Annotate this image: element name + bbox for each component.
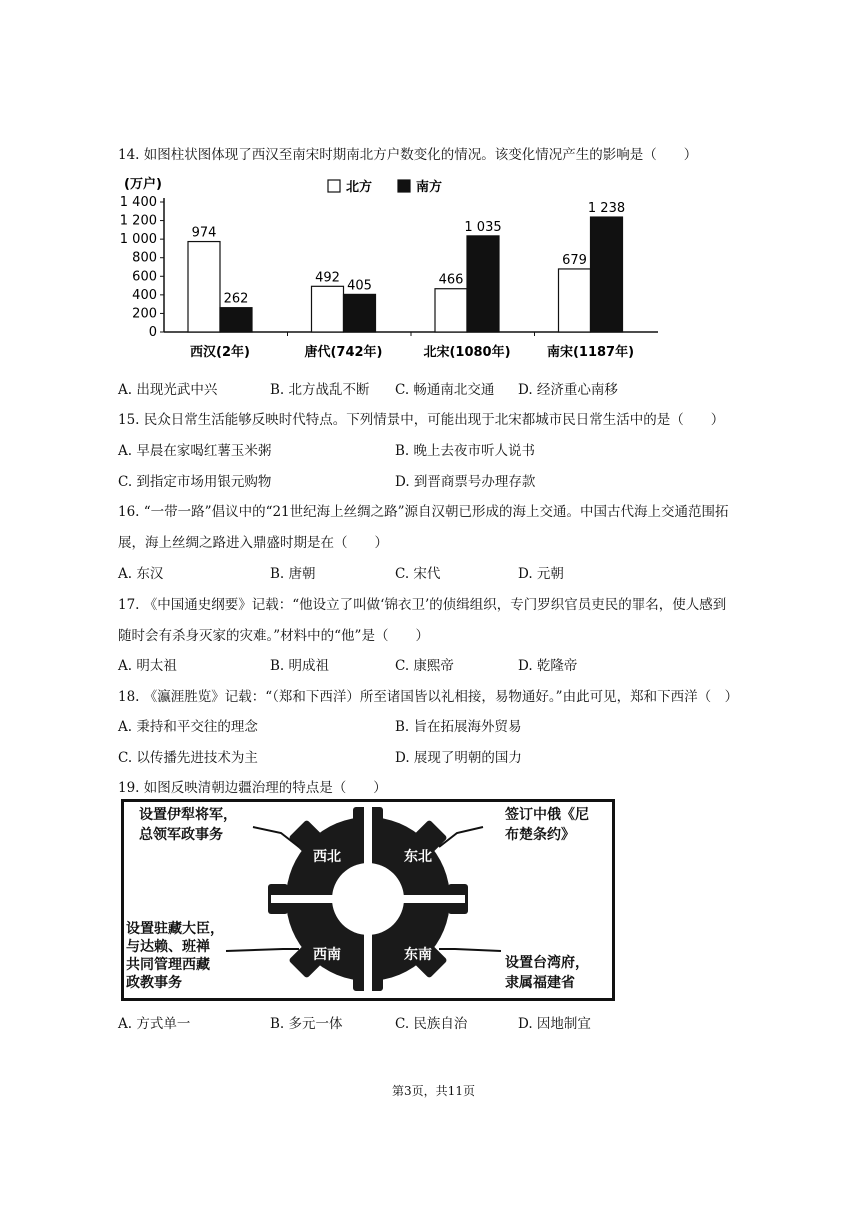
q14-option-d[interactable]: D. 经济重心南移: [518, 382, 618, 398]
page-footer: 第3页，共11页: [392, 1084, 475, 1098]
y-tick-label: 1 200: [119, 213, 157, 229]
q17-option-c[interactable]: C. 康熙帝: [395, 658, 454, 674]
bar: [344, 294, 376, 332]
legend-label: 北方: [346, 180, 373, 195]
legend-swatch: [328, 180, 340, 192]
bar-value-label: 1 035: [464, 219, 502, 235]
q17-stem-line2: 随时会有杀身灭家的灾难。”材料中的“他”是（ ）: [118, 628, 429, 644]
y-tick-label: 400: [132, 287, 157, 303]
q14-option-a[interactable]: A. 出现光武中兴: [118, 382, 218, 398]
q16-option-d[interactable]: D. 元朝: [518, 566, 564, 582]
legend-swatch: [398, 180, 410, 192]
sw-text-line3: 共同管理西藏: [126, 957, 210, 973]
q15-stem: 15. 民众日常生活能够反映时代特点。下列情景中，可能出现于北宋都城市民日常生活中的是（ ）: [118, 412, 725, 428]
se-text-line1: 设置台湾府，: [505, 955, 589, 971]
bar: [559, 269, 591, 332]
ne-text-line1: 签订中俄《尼: [505, 807, 589, 823]
bar-value-label: 262: [223, 291, 249, 307]
q17-stem-line1: 17. 《中国通史纲要》记载：“他设立了叫做‘锦衣卫’的侦缉组织，专门罗织官员吏民的罪名，使人感到: [118, 597, 727, 613]
q19-stem: 19. 如图反映清朝边疆治理的特点是（ ）: [118, 780, 387, 796]
q16-option-b[interactable]: B. 唐朝: [270, 566, 316, 582]
sw-region-label: 西南: [313, 947, 341, 963]
bar: [467, 236, 499, 332]
y-tick-label: 1 000: [119, 232, 157, 248]
bar-value-label: 466: [438, 272, 464, 288]
sw-text-line2: 与达赖、班禅: [126, 939, 210, 955]
q16-stem-line2: 展，海上丝绸之路进入鼎盛时期是在（ ）: [118, 535, 388, 551]
x-category-label: 西汉(2年): [190, 345, 250, 360]
y-tick-label: 1 400: [119, 195, 157, 210]
x-category-label: 南宋(1187年): [546, 345, 635, 360]
q14-stem: 14. 如图柱状图体现了西汉至南宋时期南北方户数变化的情况。该变化情况产生的影响是（ ）: [118, 147, 698, 163]
legend-label: 南方: [416, 180, 443, 195]
q18-option-d[interactable]: D. 展现了明朝的国力: [395, 750, 522, 766]
q17-option-b[interactable]: B. 明成祖: [270, 658, 330, 674]
q18-option-b[interactable]: B. 旨在拓展海外贸易: [395, 719, 522, 735]
gear-shape: [268, 803, 468, 995]
q14-option-b[interactable]: B. 北方战乱不断: [270, 382, 370, 398]
q19-option-d[interactable]: D. 因地制宜: [518, 1016, 591, 1032]
sw-text-line4: 政教事务: [126, 975, 182, 991]
y-unit-label: (万户): [124, 177, 162, 192]
ne-region-label: 东北: [404, 849, 432, 865]
nw-region-label: 西北: [313, 849, 341, 865]
bar-value-label: 492: [315, 270, 340, 286]
q14-option-c[interactable]: C. 畅通南北交通: [395, 382, 495, 398]
ne-text-line2: 布楚条约》: [505, 827, 575, 843]
y-tick-label: 600: [132, 269, 157, 285]
q17-option-d[interactable]: D. 乾隆帝: [518, 658, 578, 674]
q18-option-c[interactable]: C. 以传播先进技术为主: [118, 750, 258, 766]
q16-option-c[interactable]: C. 宋代: [395, 566, 441, 582]
q17-option-a[interactable]: A. 明太祖: [118, 658, 177, 674]
q15-option-a[interactable]: A. 早晨在家喝红薯玉米粥: [118, 443, 272, 459]
bar: [435, 289, 467, 332]
q15-option-d[interactable]: D. 到晋商票号办理存款: [395, 474, 536, 490]
bar: [188, 242, 220, 332]
q15-option-c[interactable]: C. 到指定市场用银元购物: [118, 474, 272, 490]
y-tick-label: 0: [148, 325, 157, 340]
q19-option-b[interactable]: B. 多元一体: [270, 1016, 343, 1032]
q16-option-a[interactable]: A. 东汉: [118, 566, 164, 582]
bar-value-label: 405: [347, 278, 372, 294]
bar: [220, 308, 252, 332]
x-category-label: 北宋(1080年): [423, 345, 511, 360]
q19-option-a[interactable]: A. 方式单一: [118, 1016, 191, 1032]
bar-value-label: 679: [562, 252, 587, 268]
households-bar-chart: [118, 172, 678, 372]
y-tick-label: 800: [132, 250, 157, 266]
q19-option-c[interactable]: C. 民族自治: [395, 1016, 468, 1032]
bar-value-label: 974: [191, 225, 217, 241]
q18-stem: 18. 《瀛涯胜览》记载：“（郑和下西洋）所至诸国皆以礼相接，易物通好。”由此可见，郑和下西洋（ ）: [118, 689, 739, 705]
se-text-line2: 隶属福建省: [505, 975, 575, 991]
q18-option-a[interactable]: A. 秉持和平交往的理念: [118, 719, 258, 735]
x-category-label: 唐代(742年): [304, 345, 383, 360]
q16-stem-line1: 16. “一带一路”倡议中的“21世纪海上丝绸之路”源自汉朝已形成的海上交通。中国古代海上交通范围拓: [118, 504, 729, 520]
bar: [312, 286, 344, 332]
bar: [591, 217, 623, 332]
bar-value-label: 1 238: [587, 201, 626, 217]
se-region-label: 东南: [404, 947, 432, 963]
y-tick-label: 200: [132, 306, 157, 322]
q15-option-b[interactable]: B. 晚上去夜市听人说书: [395, 443, 536, 459]
frontier-governance-diagram: [121, 799, 615, 1001]
nw-text-line2: 总领军政事务: [139, 827, 223, 843]
nw-text-line1: 设置伊犁将军，: [139, 807, 237, 823]
sw-text-line1: 设置驻藏大臣，: [126, 921, 224, 937]
